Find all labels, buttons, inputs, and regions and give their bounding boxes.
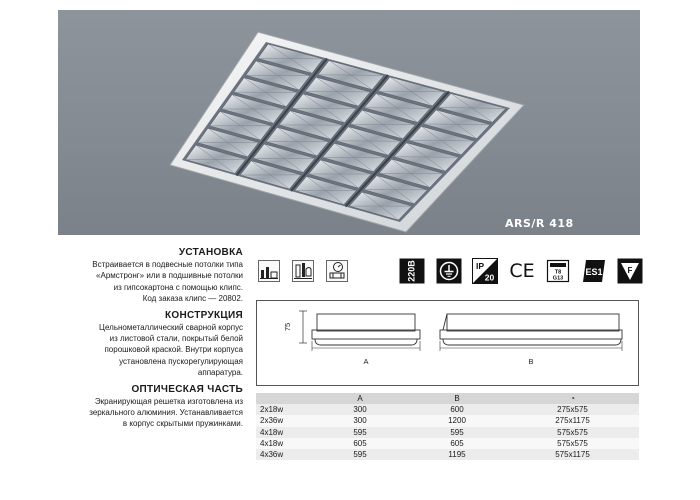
cell-cutout: 575x575 <box>506 427 639 438</box>
ip-rating-text: 20 <box>484 272 495 283</box>
text-line: Цельнометаллический сварной корпус <box>99 322 243 332</box>
text-line: из гипсокартона с помощью клипс. <box>113 282 243 292</box>
cell-a: 595 <box>312 427 408 438</box>
ce-mark-icon <box>509 258 535 284</box>
text-line: Экранирующая решетка изготовлена из <box>94 396 243 406</box>
ip-text: IP <box>475 261 485 271</box>
section-heading: УСТАНОВКА <box>178 247 243 258</box>
dimension-b-label: B <box>528 357 534 366</box>
section-optics <box>60 384 243 430</box>
section-installation <box>60 247 243 305</box>
cell-config: 4x18w <box>256 427 312 438</box>
ground-class-icon <box>436 258 462 284</box>
table-row <box>256 427 639 438</box>
cell-cutout: 575x575 <box>506 438 639 449</box>
es1-text: ES1 <box>585 267 603 277</box>
table-row <box>256 404 639 415</box>
cutout-icon: ◔ <box>506 393 639 404</box>
table-header-row <box>256 393 639 404</box>
column-header <box>256 393 312 404</box>
section-heading: ОПТИЧЕСКАЯ ЧАСТЬ <box>131 383 243 395</box>
text-line: Встраивается в подвесные потолки типа <box>92 260 243 269</box>
cell-a: 595 <box>312 449 408 460</box>
luminaire-illustration <box>58 10 640 235</box>
model-label: ARS/R 418 <box>505 217 574 230</box>
lamp-type-text: T8 <box>554 269 562 276</box>
cell-b: 595 <box>408 427 506 438</box>
cell-config: 2x36w <box>256 415 312 426</box>
table-row <box>256 415 639 426</box>
fixture-side-b <box>440 314 622 351</box>
cell-cutout: 275x575 <box>506 404 639 415</box>
section-body <box>60 396 243 430</box>
column-header: B <box>408 393 506 404</box>
cell-cutout: 575x1175 <box>506 449 639 460</box>
lamp-base-text: G13 <box>552 275 564 282</box>
text-line: из листовой стали, покрытый белой <box>109 334 243 344</box>
text-line: зеркального алюминия. Устанавливается <box>89 408 243 418</box>
es1-mark-icon <box>581 258 607 284</box>
text-line: в корпус скрытыми пружинками. <box>122 419 243 429</box>
height-dimension-label: 75 <box>282 322 292 332</box>
fixture-side-a <box>312 314 420 351</box>
ce-text: CE <box>509 260 535 282</box>
ip20-icon <box>472 258 498 284</box>
cell-b: 605 <box>408 438 506 449</box>
f-text: F <box>627 266 633 275</box>
dimension-drawing <box>256 300 639 386</box>
section-body <box>60 322 243 379</box>
lamp-type-icon <box>545 258 571 284</box>
text-line: аппаратура. <box>197 368 243 378</box>
text-line: установлена пускорегулирующая <box>119 356 243 366</box>
clip-mount-icon <box>326 260 348 282</box>
description-column <box>60 247 243 435</box>
section-heading: КОНСТРУКЦИЯ <box>164 309 243 321</box>
cell-config: 2x18w <box>256 404 312 415</box>
cell-a: 300 <box>312 404 408 415</box>
cell-b: 1200 <box>408 415 506 426</box>
table-row <box>256 449 639 460</box>
text-line: порошковой краской. Внутри корпуса <box>104 345 243 355</box>
cell-config: 4x36w <box>256 449 312 460</box>
ceiling-tile-icon <box>258 260 280 282</box>
cell-b: 1195 <box>408 449 506 460</box>
text-line: «Армстронг» или в подшивные потолки <box>96 271 243 281</box>
section-construction <box>60 310 243 379</box>
f-mark-icon <box>617 258 643 284</box>
cell-b: 600 <box>408 404 506 415</box>
section-body <box>60 259 243 305</box>
cell-a: 605 <box>312 438 408 449</box>
cell-cutout: 275x1175 <box>506 415 639 426</box>
product-photo <box>58 10 640 235</box>
text-line: Код заказа клипс — 20802. <box>142 294 243 304</box>
voltage-text: 220В <box>406 260 417 282</box>
spec-table <box>256 393 639 460</box>
cell-a: 300 <box>312 415 408 426</box>
cell-config: 4x18w <box>256 438 312 449</box>
voltage-220v-icon <box>399 258 425 284</box>
table-row <box>256 438 639 449</box>
dimension-a-label: A <box>363 357 369 366</box>
column-header: A <box>312 393 408 404</box>
armstrong-ceiling-icon <box>292 260 314 282</box>
